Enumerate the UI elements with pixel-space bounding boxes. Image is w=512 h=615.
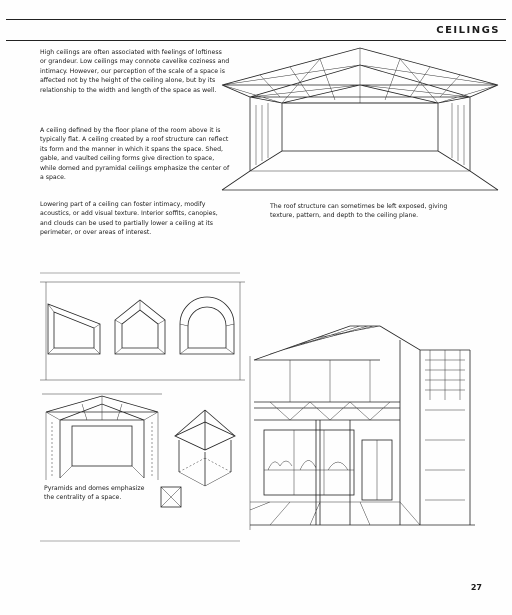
- pyramid-roof-axonometric: [165, 408, 245, 493]
- bottom-rule-left: [40, 540, 240, 542]
- roof-truss-illustration: [220, 45, 500, 195]
- page-heading: CEILINGS: [436, 25, 500, 36]
- paragraph-lowered-ceilings: Lowering part of a ceiling can foster intimacy, modify acoustics, or add visual texture. Interior soffits, canopies, and clouds can be used to partially lower a ceiling at its perimeter, or over areas of interest.: [40, 201, 218, 237]
- pyramid-plan-icon: [160, 486, 182, 508]
- paragraph-ceiling-height: High ceilings are often associated with feelings of loftiness or grandeur. Low ceilings may connote cavelike coziness and intimacy. However, our perception of the scale of a space is affected not by the height of the ceiling alone, but by its relationship to the width and length of the space as well.: [40, 49, 230, 94]
- pyramid-ceiling-perspective: [42, 392, 162, 487]
- page-number: 27: [470, 583, 482, 592]
- pyramids-caption: Pyramids and domes emphasize the centrality of a space.: [44, 485, 145, 502]
- paragraph-ceiling-forms: A ceiling defined by the floor plane of the room above it is typically flat. A ceiling created by a roof structure can reflect its form and the manner in which it spans the space. Shed, gable, and vaulted ceiling forms give direction to space, while domed and pyramidal ceilings emphasize the center of a space.: [40, 127, 230, 182]
- section-divider: [40, 272, 240, 274]
- roof-structure-caption: The roof structure can sometimes be left exposed, giving texture, pattern, and depth to the ceiling plane.: [270, 203, 448, 220]
- header-rule-bottom: [6, 40, 506, 41]
- ceiling-section-diagrams: [40, 282, 245, 382]
- header-rule-top: [6, 19, 506, 20]
- interior-perspective-illustration: [250, 320, 480, 545]
